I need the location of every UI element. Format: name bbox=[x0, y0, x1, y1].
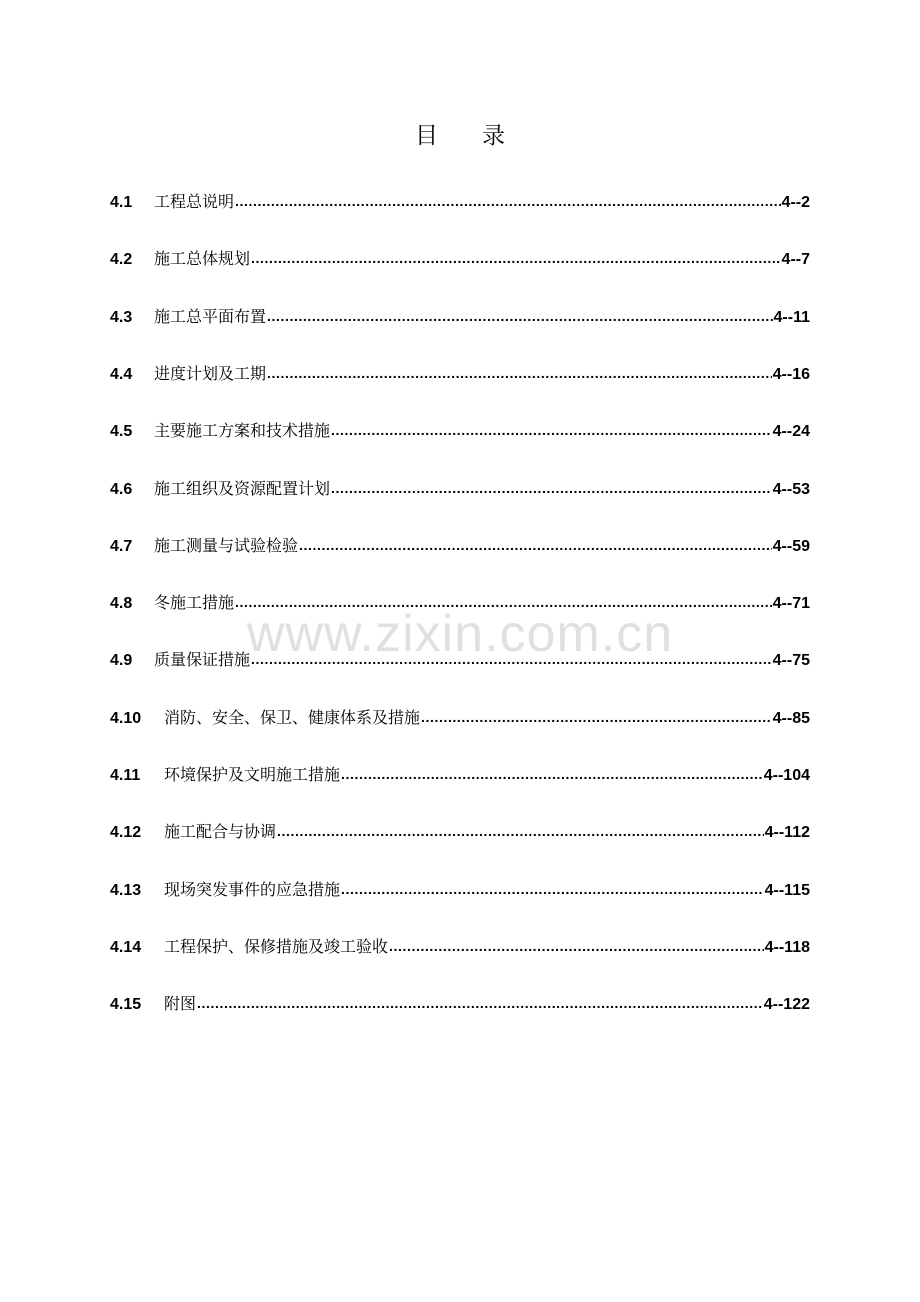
toc-entry-number: 4.10 bbox=[110, 710, 142, 727]
toc-entry-title: 主要施工方案和技术措施 bbox=[154, 421, 331, 440]
toc-entry-page: 4--115 bbox=[764, 882, 810, 899]
toc-entry-number: 4.1 bbox=[110, 194, 133, 211]
toc-entry-page: 4--24 bbox=[772, 423, 810, 440]
toc-entry-title: 附图 bbox=[164, 994, 197, 1013]
toc-entry-leader bbox=[197, 989, 763, 1017]
toc-entry-page: 4--122 bbox=[763, 996, 810, 1013]
toc-entry-leader bbox=[235, 187, 781, 215]
toc-entry-title: 现场突发事件的应急措施 bbox=[164, 880, 341, 899]
toc-entry[interactable] bbox=[110, 475, 810, 503]
toc-entry-page: 4--59 bbox=[772, 538, 810, 555]
toc-entry-page: 4--53 bbox=[772, 481, 810, 498]
toc-entry[interactable] bbox=[110, 589, 810, 617]
toc-entry[interactable] bbox=[110, 532, 810, 560]
toc-entry-number: 4.6 bbox=[110, 481, 133, 498]
toc-entry-title: 环境保护及文明施工措施 bbox=[164, 765, 341, 784]
toc-entry-title: 消防、安全、保卫、健康体系及措施 bbox=[164, 708, 421, 727]
toc-entry-number: 4.3 bbox=[110, 309, 133, 326]
toc-entry-number: 4.5 bbox=[110, 423, 133, 440]
toc-entry-number: 4.2 bbox=[110, 251, 133, 268]
toc-entry-number: 4.14 bbox=[110, 939, 142, 956]
toc-entry-page: 4--118 bbox=[764, 939, 810, 956]
toc-entry[interactable] bbox=[110, 417, 810, 445]
toc-entry-title: 施工组织及资源配置计划 bbox=[154, 479, 331, 498]
toc-entry[interactable] bbox=[110, 704, 810, 732]
toc-entry-number: 4.15 bbox=[110, 996, 142, 1013]
toc-entry-page: 4--11 bbox=[773, 309, 810, 326]
toc-entry-leader bbox=[331, 416, 772, 444]
toc-entry[interactable] bbox=[110, 990, 810, 1018]
toc-entry[interactable] bbox=[110, 188, 810, 216]
toc-entry-leader bbox=[235, 588, 772, 616]
toc-entry[interactable] bbox=[110, 818, 810, 846]
watermark: www.zixin.com.cn bbox=[246, 605, 674, 663]
toc-entry-number: 4.9 bbox=[110, 652, 133, 669]
toc-entry-title: 工程总说明 bbox=[154, 192, 235, 211]
toc-entry-number: 4.11 bbox=[110, 767, 141, 784]
toc-entry-leader bbox=[341, 760, 763, 788]
toc-entry-title: 进度计划及工期 bbox=[154, 364, 267, 383]
toc-entry[interactable] bbox=[110, 761, 810, 789]
toc-entry-title: 施工总体规划 bbox=[154, 249, 251, 268]
toc-entry-title: 冬施工措施 bbox=[154, 593, 235, 612]
title-char-left: 目 bbox=[415, 123, 438, 149]
toc-entry-page: 4--75 bbox=[772, 652, 810, 669]
toc-entry-leader bbox=[267, 359, 772, 387]
toc-entry-number: 4.7 bbox=[110, 538, 133, 555]
toc-entry-page: 4--71 bbox=[772, 595, 810, 612]
toc-entry-leader bbox=[299, 531, 772, 559]
page-title bbox=[0, 120, 920, 152]
toc-entry-page: 4--85 bbox=[772, 710, 810, 727]
toc-entry-leader bbox=[421, 703, 772, 731]
toc-entry-number: 4.8 bbox=[110, 595, 133, 612]
toc-entry[interactable] bbox=[110, 245, 810, 273]
toc-entry-leader bbox=[389, 932, 764, 960]
toc-entry-page: 4--16 bbox=[772, 366, 810, 383]
toc-entry[interactable] bbox=[110, 646, 810, 674]
toc-entry-leader bbox=[341, 875, 764, 903]
title-char-right: 录 bbox=[482, 123, 505, 149]
toc-entry-page: 4--112 bbox=[764, 824, 810, 841]
toc-entry-leader bbox=[251, 645, 772, 673]
toc-entry-leader bbox=[331, 474, 772, 502]
toc-entry-title: 施工测量与试验检验 bbox=[154, 536, 299, 555]
toc-entry-number: 4.4 bbox=[110, 366, 133, 383]
toc-entry-title: 质量保证措施 bbox=[154, 650, 251, 669]
toc-entry-leader bbox=[251, 244, 781, 272]
toc-entry-title: 施工总平面布置 bbox=[154, 307, 267, 326]
toc-entry[interactable] bbox=[110, 933, 810, 961]
toc-entry-leader bbox=[267, 302, 773, 330]
toc-entry-page: 4--104 bbox=[763, 767, 810, 784]
toc-entry[interactable] bbox=[110, 876, 810, 904]
toc-entry-leader bbox=[277, 817, 764, 845]
toc-entry-number: 4.12 bbox=[110, 824, 142, 841]
toc-entry-title: 施工配合与协调 bbox=[164, 822, 277, 841]
toc-entry[interactable] bbox=[110, 360, 810, 388]
toc-entry-page: 4--2 bbox=[781, 194, 810, 211]
toc-entry[interactable] bbox=[110, 303, 810, 331]
toc-entry-number: 4.13 bbox=[110, 882, 142, 899]
toc-entry-page: 4--7 bbox=[781, 251, 810, 268]
toc-entry-title: 工程保护、保修措施及竣工验收 bbox=[164, 937, 389, 956]
